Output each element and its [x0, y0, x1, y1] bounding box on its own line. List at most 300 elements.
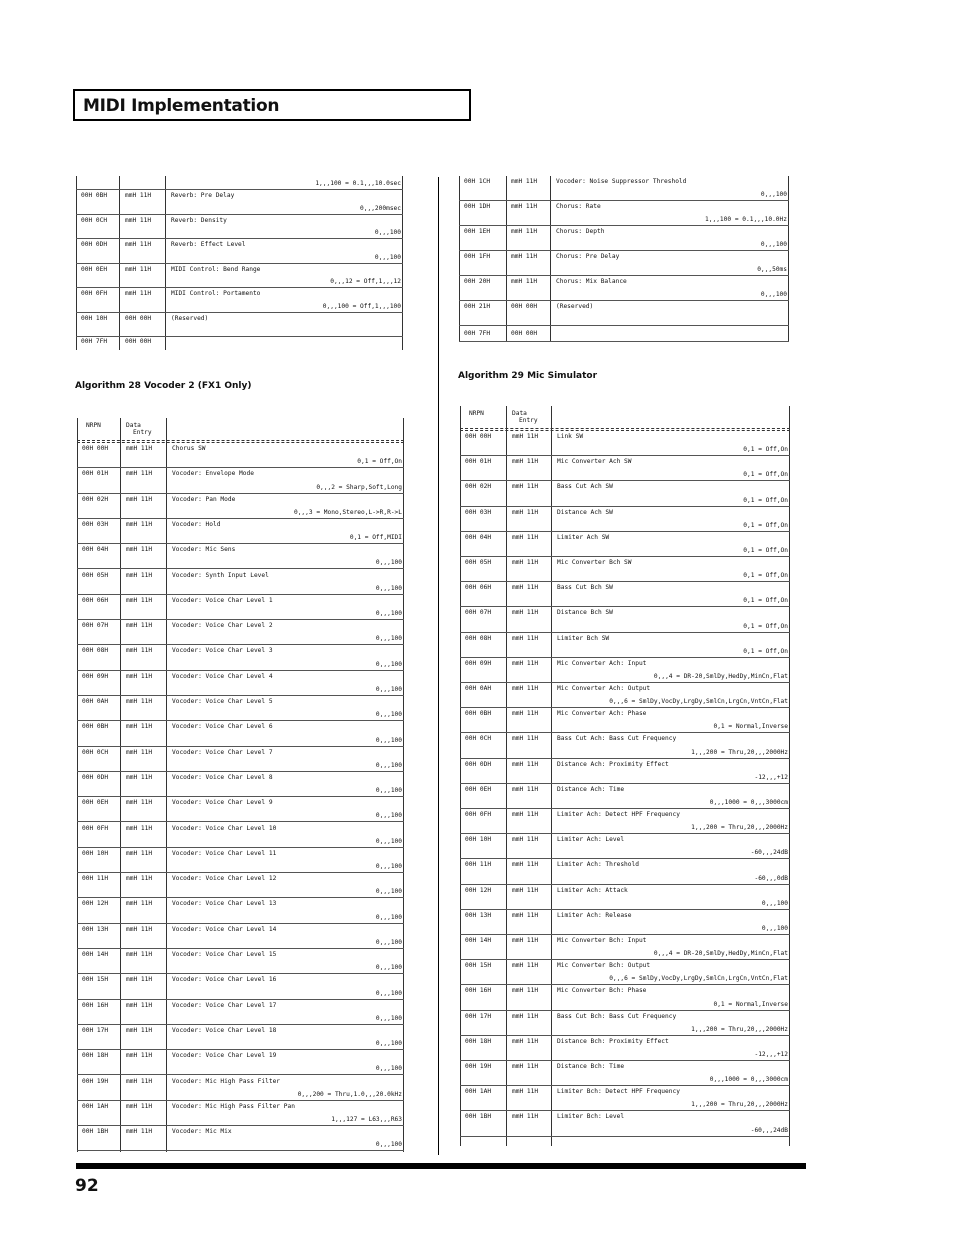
table-cell-entry: mmH 11H: [512, 987, 539, 995]
table-cell-entry: mmH 11H: [511, 253, 538, 260]
table-cell-value: 0,,,1000 = 0,,,3000cm: [709, 798, 788, 806]
table-cell-description: Chorus: Mix Balance: [556, 278, 627, 285]
table-cell-nrpn: 00H 0CH: [82, 748, 109, 756]
table-cell-description: Limiter Bch: Detect HPF Frequency: [557, 1088, 680, 1096]
table-cell-value: 0,1 = Off,On: [743, 622, 788, 630]
table-cell-description: Vocoder: Voice Char Level 14: [172, 925, 277, 933]
table-row: [77, 671, 404, 696]
table-cell-nrpn: 00H 0DH: [81, 241, 108, 248]
table-cell-entry: mmH 11H: [512, 458, 539, 466]
table-cell-description: Limiter Ach: Level: [557, 836, 625, 844]
table-row: [460, 683, 790, 708]
table-cell-description: Limiter Ach: Threshold: [557, 861, 639, 869]
table-cell-entry: mmH 11H: [512, 584, 539, 592]
table-cell-value: 0,,,100: [375, 938, 402, 946]
table-cell-nrpn: 00H 15H: [82, 976, 109, 984]
table-cell-nrpn: 00H 07H: [82, 622, 109, 630]
table-cell-value: 0,1 = Off,On: [743, 446, 788, 454]
table-cell-nrpn: 00H 17H: [465, 1012, 492, 1020]
table-cell-value: 0,,,100: [760, 291, 787, 298]
table-cell-nrpn: 00H 0EH: [82, 799, 109, 807]
table-cell-value: 0,1 = Off,On: [357, 458, 402, 466]
table-cell-nrpn: 00H 13H: [82, 925, 109, 933]
table-cell-nrpn: 00H 16H: [465, 987, 492, 995]
table-cell-nrpn: 00H 03H: [465, 508, 492, 516]
table-cell-entry: mmH 11H: [126, 748, 153, 756]
table-cell-value: 0,1 = Normal,Inverse: [713, 1000, 788, 1008]
table-cell-nrpn: 00H 11H: [465, 861, 492, 869]
table-cell-description: Vocoder: Envelope Mode: [172, 470, 254, 478]
table-cell-entry: mmH 11H: [126, 723, 153, 731]
table-row: [459, 176, 789, 201]
table-cell-nrpn: 00H 0AH: [465, 685, 492, 692]
section-header: [73, 89, 471, 121]
table-row: [76, 288, 403, 313]
table-cell-description: Vocoder: Voice Char Level 11: [172, 849, 277, 857]
table-row: [76, 313, 403, 338]
table-cell-value: 0,,,100: [375, 584, 402, 592]
table-cell-entry: mmH 11H: [126, 1077, 153, 1085]
table-cell-description: (Reserved): [171, 314, 209, 322]
table-cell-value: 0,,,100: [374, 253, 401, 261]
table-cell-value: 0,,,100: [375, 888, 402, 896]
table-row: [76, 336, 403, 350]
table-cell-description: Chorus: Rate: [556, 203, 601, 210]
table-cell-value: 1,,,200 = Thru,20,,,2000Hz: [691, 748, 788, 756]
table-row: [77, 645, 404, 670]
table-row: [77, 696, 404, 721]
table-cell-entry: mmH 11H: [512, 1063, 539, 1070]
table-cell-value: 0,,,100: [761, 924, 788, 932]
table-cell-description: Vocoder: Voice Char Level 7: [172, 748, 273, 756]
table-cell-value: 0,,,2 = Sharp,Soft,Long: [316, 483, 402, 491]
table-row: [460, 557, 790, 582]
table-cell-nrpn: 00H 0DH: [82, 773, 109, 781]
table-row: [77, 747, 404, 772]
column-header-data: Data: [126, 422, 141, 429]
table-row: [77, 1050, 404, 1075]
table-cell-nrpn: 00H 14H: [465, 937, 492, 944]
table-cell-entry: mmH 11H: [126, 546, 153, 554]
table-row: [76, 215, 403, 240]
algorithm-28-table: [77, 418, 404, 1152]
table-row: [460, 431, 790, 456]
table-cell-nrpn: 00H 07H: [465, 609, 492, 617]
table-cell-nrpn: 00H 1AH: [465, 1088, 492, 1096]
table-cell-description: Chorus: Depth: [556, 228, 605, 235]
table-cell-nrpn: 00H 0CH: [465, 735, 492, 743]
table-cell-entry: mmH 11H: [126, 470, 153, 478]
table-cell-entry: mmH 11H: [511, 278, 538, 285]
table-cell-entry: mmH 11H: [511, 228, 538, 235]
top-right-table: [459, 176, 789, 342]
table-cell-description: Vocoder: Voice Char Level 12: [172, 875, 277, 883]
table-row: [76, 190, 403, 215]
table-cell-description: Mic Converter Ach SW: [557, 458, 632, 466]
table-cell-entry: mmH 11H: [512, 433, 539, 440]
table-row: [459, 326, 789, 342]
table-row: [77, 873, 404, 898]
table-cell-value: 0,1 = Off,MIDI: [349, 534, 402, 542]
table-cell-value: -12,,,+12: [754, 1050, 788, 1058]
table-cell-entry: mmH 11H: [512, 1088, 539, 1096]
table-cell-nrpn: 00H 06H: [82, 596, 109, 604]
table-cell-entry: mmH 11H: [511, 178, 538, 185]
table-cell-nrpn: 00H 1AH: [82, 1102, 109, 1110]
table-cell-nrpn: 00H 18H: [465, 1037, 492, 1045]
table-cell-entry: mmH 11H: [512, 685, 539, 692]
table-cell-nrpn: 00H 03H: [82, 520, 109, 528]
table-cell-entry: mmH 11H: [512, 710, 539, 718]
page-number: 92: [75, 1176, 99, 1196]
table-cell-entry: mmH 11H: [126, 571, 153, 579]
table-cell-value: 0,,,12 = Off,1,,,12: [330, 278, 401, 285]
table-cell-value: 0,,,100: [375, 736, 402, 744]
table-cell-entry: mmH 11H: [126, 647, 153, 655]
table-cell-nrpn: 00H 7FH: [464, 330, 491, 337]
table-cell-value: 0,,,100: [375, 812, 402, 820]
table-cell-nrpn: 00H 06H: [465, 584, 492, 592]
table-cell-description: Chorus SW: [172, 445, 206, 452]
table-cell-value: 0,,,100: [375, 711, 402, 719]
table-cell-nrpn: 00H 13H: [465, 911, 492, 919]
table-cell-value: 0,,,100: [375, 1141, 402, 1149]
table-row: [77, 924, 404, 949]
table-cell-entry: mmH 11H: [512, 760, 539, 768]
table-row: [460, 708, 790, 733]
table-cell-description: Vocoder: Noise Suppressor Threshold: [556, 178, 687, 185]
table-row: [460, 607, 790, 632]
table-cell-nrpn: 00H 0EH: [465, 785, 492, 793]
table-cell-nrpn: 00H 09H: [465, 659, 492, 667]
table-cell-description: Vocoder: Voice Char Level 17: [172, 1001, 277, 1009]
table-cell-value: 0,,,1000 = 0,,,3000cm: [709, 1076, 788, 1084]
table-cell-entry: mmH 11H: [512, 911, 539, 919]
table-cell-nrpn: 00H 08H: [82, 647, 109, 655]
table-cell-value: 0,1 = Off,On: [743, 597, 788, 605]
table-cell-nrpn: 00H 0FH: [465, 811, 492, 818]
table-cell-value: 0,,,100: [375, 863, 402, 871]
table-cell-description: Limiter Ach: Release: [557, 911, 632, 919]
table-row: [77, 595, 404, 620]
table-row: [460, 633, 790, 658]
table-cell-description: Limiter Ach SW: [557, 533, 610, 541]
top-left-table: [76, 176, 403, 350]
table-cell-description: Distance Bch: Proximity Effect: [557, 1037, 669, 1045]
table-cell-description: Mic Converter Bch: Output: [557, 962, 651, 970]
table-cell-value: 0,,,100: [375, 964, 402, 972]
table-cell-value: 1,,,127 = L63,,,R63: [331, 1116, 402, 1124]
table-cell-value: 0,,,100: [375, 685, 402, 693]
table-cell-value: 0,,,6 = SmlDy,VocDy,LrgDy,SmlCn,LrgCn,VntCn,Flat: [609, 975, 788, 983]
table-cell-description: Mic Converter Bch SW: [557, 559, 632, 566]
table-cell-description: Vocoder: Mic Mix: [172, 1128, 232, 1136]
table-cell-entry: mmH 11H: [125, 192, 152, 199]
table-cell-entry: mmH 11H: [512, 483, 539, 491]
table-cell-entry: mmH 11H: [511, 203, 538, 210]
column-header-entry: Entry: [519, 417, 538, 424]
table-cell-nrpn: 00H 14H: [82, 951, 109, 958]
table-cell-value: 0,,,3 = Mono,Stereo,L->R,R->L: [293, 508, 402, 516]
table-cell-entry: mmH 11H: [512, 1037, 539, 1045]
table-cell-value: 0,,,100: [375, 635, 402, 643]
table-cell-entry: mmH 11H: [126, 925, 153, 933]
table-row: [460, 985, 790, 1010]
table-cell-entry: 00H 00H: [511, 303, 538, 310]
table-cell-nrpn: 00H 05H: [465, 559, 492, 566]
table-cell-value: 0,1 = Off,On: [743, 521, 788, 529]
table-cell-entry: mmH 11H: [126, 520, 153, 528]
table-row: [77, 1000, 404, 1025]
table-cell-value: 0,,,200 = Thru,1.0,,,20.0kHz: [297, 1090, 402, 1098]
table-cell-value: 0,,,100: [375, 1040, 402, 1048]
table-cell-value: 0,,,100: [375, 913, 402, 921]
table-cell-value: 1,,,100 = 0.1,,,10.0Hz: [705, 216, 787, 223]
table-cell-value: 0,,,6 = SmlDy,VocDy,LrgDy,SmlCn,LrgCn,VntCn,Flat: [609, 698, 788, 706]
algorithm-29-heading: Algorithm 29 Mic Simulator: [458, 371, 598, 381]
table-cell-nrpn: 00H 10H: [82, 849, 109, 857]
table-row: [77, 620, 404, 645]
table-cell-entry: mmH 11H: [126, 1052, 153, 1060]
table-cell-value: -60,,,24dB: [750, 1126, 788, 1134]
table-cell-description: Vocoder: Voice Char Level 5: [172, 698, 273, 705]
table-cell-nrpn: 00H 19H: [82, 1077, 109, 1085]
table-cell-description: Chorus: Pre Delay: [556, 253, 620, 260]
table-cell-nrpn: 00H 0EH: [81, 265, 108, 273]
table-cell-nrpn: 00H 17H: [82, 1026, 109, 1034]
table-cell-description: Vocoder: Voice Char Level 15: [172, 951, 277, 958]
table-row: [77, 1025, 404, 1050]
table-cell-entry: mmH 11H: [512, 609, 539, 617]
table-cell-description: Vocoder: Voice Char Level 9: [172, 799, 273, 807]
table-cell-value: 0,,,100: [375, 837, 402, 845]
table-cell-description: Distance Ach: Time: [557, 785, 625, 793]
table-row: [77, 797, 404, 822]
table-cell-entry: mmH 11H: [512, 886, 539, 894]
table-cell-description: Mic Converter Bch: Phase: [557, 987, 647, 995]
table-cell-entry: mmH 11H: [512, 508, 539, 516]
table-cell-value: 0,,,100: [375, 761, 402, 769]
table-row: [77, 544, 404, 569]
table-row: [459, 226, 789, 251]
table-row: [459, 276, 789, 301]
table-cell-value: 1,,,200 = Thru,20,,,2000Hz: [691, 1025, 788, 1033]
table-cell-nrpn: 00H 19H: [465, 1063, 492, 1070]
table-cell-description: MIDI Control: Portamento: [171, 290, 261, 297]
table-cell-nrpn: 00H 04H: [465, 533, 492, 541]
table-cell-nrpn: 00H 04H: [82, 546, 109, 554]
table-cell-nrpn: 00H 0CH: [81, 216, 108, 224]
table-cell-nrpn: 00H 05H: [82, 571, 109, 579]
table-cell-entry: mmH 11H: [126, 875, 153, 883]
table-cell-nrpn: 00H 12H: [82, 900, 109, 908]
table-cell-entry: mmH 11H: [512, 937, 539, 944]
table-cell-nrpn: 00H 21H: [464, 303, 491, 310]
table-cell-description: Link SW: [557, 433, 584, 440]
table-cell-description: Vocoder: Voice Char Level 16: [172, 976, 277, 984]
table-cell-entry: mmH 11H: [512, 836, 539, 844]
table-cell-entry: mmH 11H: [512, 559, 539, 566]
table-cell-nrpn: 00H 08H: [465, 634, 492, 642]
table-cell-entry: mmH 11H: [126, 900, 153, 908]
table-cell-value: 0,,,100: [375, 660, 402, 668]
table-cell-entry: 00H 00H: [125, 314, 152, 322]
table-cell-entry: mmH 11H: [126, 824, 153, 832]
table-cell-entry: mmH 11H: [126, 445, 153, 452]
table-cell-nrpn: 00H 0BH: [81, 192, 108, 199]
table-cell-value: 0,,,4 = DR-20,SmlDy,HedDy,MinCn,Flat: [653, 672, 788, 680]
table-cell-value: 0,1 = Off,On: [743, 471, 788, 479]
table-row: [460, 910, 790, 935]
table-cell-entry: mmH 11H: [126, 849, 153, 857]
table-cell-description: Vocoder: Mic Sens: [172, 546, 236, 554]
table-cell-nrpn: 00H 1BH: [82, 1128, 109, 1136]
table-cell-entry: mmH 11H: [512, 533, 539, 541]
table-cell-nrpn: 00H 0BH: [82, 723, 109, 731]
table-cell-value: 1,,,200 = Thru,20,,,2000Hz: [691, 1101, 788, 1109]
table-row: [460, 582, 790, 607]
table-cell-description: Vocoder: Voice Char Level 1: [172, 596, 273, 604]
table-cell-entry: mmH 11H: [126, 596, 153, 604]
table-cell-description: MIDI Control: Bend Range: [171, 265, 261, 273]
table-cell-nrpn: 00H 01H: [82, 470, 109, 478]
table-cell-value: 1,,,200 = Thru,20,,,2000Hz: [691, 824, 788, 832]
table-row: [460, 1086, 790, 1111]
table-cell-nrpn: 00H 1EH: [464, 228, 491, 235]
table-cell-description: Mic Converter Ach: Phase: [557, 710, 647, 718]
table-cell-description: Vocoder: Voice Char Level 2: [172, 622, 273, 630]
table-cell-description: (Reserved): [556, 303, 594, 310]
table-row: [77, 1101, 404, 1126]
table-row: [77, 898, 404, 923]
table-row: [460, 834, 790, 859]
table-row: [459, 301, 789, 326]
column-divider: [438, 177, 439, 1155]
table-cell-value: 0,,,100: [761, 899, 788, 907]
column-header-nrpn: NRPN: [86, 422, 101, 429]
table-cell-description: Bass Cut Ach: Bass Cut Frequency: [557, 735, 677, 743]
table-cell-value: 0,1 = Off,On: [743, 546, 788, 554]
table-cell-entry: mmH 11H: [512, 811, 539, 818]
table-cell-entry: mmH 11H: [512, 785, 539, 793]
table-cell-entry: mmH 11H: [126, 1128, 153, 1136]
table-cell-nrpn: 00H 0FH: [81, 290, 108, 297]
table-cell-nrpn: 00H 10H: [81, 314, 108, 322]
table-cell-value: 0,,,100: [374, 229, 401, 236]
table-row: [77, 721, 404, 746]
table-row: [77, 519, 404, 544]
table-cell-entry: mmH 11H: [126, 1026, 153, 1034]
table-cell-value: 0,,,200msec: [360, 204, 401, 212]
table-cell-description: Limiter Bch: Level: [557, 1113, 625, 1121]
table-cell-description: Distance Ach SW: [557, 508, 613, 516]
table-cell-description: Vocoder: Voice Char Level 6: [172, 723, 273, 731]
table-cell-entry: mmH 11H: [126, 698, 153, 705]
table-cell-description: Bass Cut Ach SW: [557, 483, 613, 491]
table-cell-description: Reverb: Effect Level: [171, 241, 246, 248]
table-row: [460, 1036, 790, 1061]
table-row: [459, 251, 789, 276]
table-cell-description: Mic Converter Ach: Input: [557, 659, 647, 667]
table-cell-nrpn: 00H 02H: [82, 495, 109, 503]
table-cell-nrpn: 00H 0BH: [465, 710, 492, 718]
table-cell-description: Limiter Ach: Attack: [557, 886, 628, 894]
table-row: [460, 733, 790, 758]
table-cell-value: 0,,,100: [375, 1065, 402, 1073]
table-cell-description: Bass Cut Bch SW: [557, 584, 613, 592]
table-cell-nrpn: 00H 10H: [465, 836, 492, 844]
table-cell-nrpn: 00H 16H: [82, 1001, 109, 1009]
table-cell-description: Vocoder: Voice Char Level 10: [172, 824, 277, 832]
table-cell-entry: mmH 11H: [125, 216, 152, 224]
table-cell-nrpn: 00H 1BH: [465, 1113, 492, 1121]
table-cell-value: 0,,,100: [375, 989, 402, 997]
table-cell-value: 0,,,100: [375, 787, 402, 795]
table-cell-entry: mmH 11H: [125, 241, 152, 248]
table-cell-description: Vocoder: Hold: [172, 520, 221, 528]
table-row: [460, 481, 790, 506]
table-cell-nrpn: 00H 18H: [82, 1052, 109, 1060]
table-header-row: [77, 418, 404, 440]
table-cell-nrpn: 00H 01H: [465, 458, 492, 466]
table-cell-description: Mic Converter Ach: Output: [557, 685, 651, 692]
table-row: [460, 658, 790, 683]
table-cell-description: Bass Cut Bch: Bass Cut Frequency: [557, 1012, 677, 1020]
table-cell-nrpn: 00H 1DH: [464, 203, 491, 210]
table-cell-entry: mmH 11H: [512, 861, 539, 869]
table-cell-entry: mmH 11H: [512, 962, 539, 970]
table-cell-value: 0,,,100: [760, 241, 787, 248]
table-row: [460, 784, 790, 809]
table-header-row: [460, 406, 790, 428]
table-row: [460, 1061, 790, 1086]
table-cell-value: 0,1 = Normal,Inverse: [713, 723, 788, 731]
table-row: [459, 201, 789, 226]
table-cell-description: Distance Bch SW: [557, 609, 613, 617]
table-cell-entry: mmH 11H: [126, 773, 153, 781]
table-cell-value: -60,,,0dB: [754, 874, 788, 882]
table-row: [76, 176, 403, 190]
table-cell-entry: mmH 11H: [126, 495, 153, 503]
table-cell-description: Vocoder: Mic High Pass Filter: [172, 1077, 281, 1085]
table-cell-description: Mic Converter Bch: Input: [557, 937, 647, 944]
table-row: [460, 507, 790, 532]
table-cell-description: Distance Ach: Proximity Effect: [557, 760, 669, 768]
table-row: [77, 823, 404, 848]
table-cell-description: Limiter Ach: Detect HPF Frequency: [557, 811, 680, 818]
table-row: [76, 264, 403, 289]
table-cell-entry: 00H 00H: [511, 330, 538, 337]
table-cell-description: Vocoder: Synth Input Level: [172, 571, 269, 579]
table-cell-value: 0,1 = Off,On: [743, 647, 788, 655]
table-cell-entry: mmH 11H: [512, 735, 539, 743]
table-row: [77, 949, 404, 974]
table-cell-entry: mmH 11H: [126, 1102, 153, 1110]
algorithm-29-table: [460, 406, 790, 1146]
table-row: [460, 532, 790, 557]
table-cell-entry: mmH 11H: [126, 799, 153, 807]
table-cell-value: 0,,,100: [375, 610, 402, 618]
table-row: [77, 1076, 404, 1101]
table-row: [77, 772, 404, 797]
column-header-nrpn: NRPN: [469, 410, 484, 417]
table-cell-value: 0,,,100: [375, 1014, 402, 1022]
table-cell-value: 0,,,4 = DR-20,SmlDy,HedDy,MinCn,Flat: [653, 950, 788, 958]
table-row: [460, 809, 790, 834]
table-cell-nrpn: 00H 09H: [82, 672, 109, 680]
table-cell-nrpn: 00H 11H: [82, 875, 109, 883]
table-cell-entry: mmH 11H: [125, 265, 152, 273]
